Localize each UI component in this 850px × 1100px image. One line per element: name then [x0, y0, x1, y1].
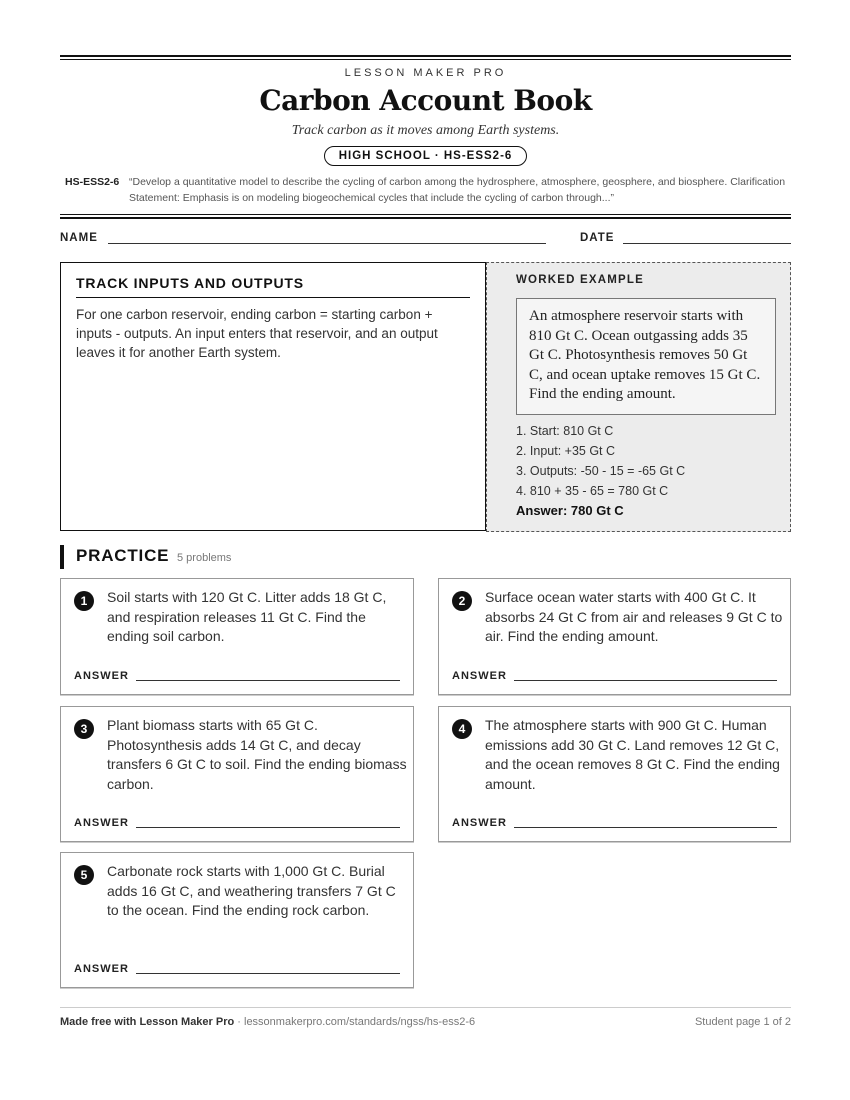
worked-example-panel — [486, 262, 791, 532]
section-rule-thin — [60, 214, 791, 215]
standard-code: HS-ESS2-6 — [65, 176, 120, 188]
problem-card — [60, 706, 414, 842]
worked-example-title: WORKED EXAMPLE — [516, 274, 644, 286]
page-subtitle: Track carbon as it moves among Earth systems. — [291, 123, 560, 138]
footer-url[interactable]: · lessonmakerpro.com/standards/ngss/hs-ess2-6 — [234, 1016, 476, 1028]
footer-made-with: Made free with Lesson Maker Pro — [60, 1016, 235, 1028]
track-inputs-panel — [60, 262, 486, 531]
level-badge: HIGH SCHOOL · HS-ESS2-6 — [324, 146, 528, 166]
problem-text: The atmosphere starts with 900 Gt C. Human emissions add 30 Gt C. Land removes 12 Gt C, and the ocean removes 8 Gt C. Find the ending amount. — [485, 717, 780, 792]
problem-number: 4 — [452, 719, 472, 739]
problem-card — [438, 578, 791, 695]
worked-step: 3. Outputs: -50 - 15 = -65 Gt C — [516, 463, 686, 478]
brand-name: LESSON MAKER PRO — [344, 67, 507, 79]
answer-label: ANSWER — [74, 963, 129, 975]
name-field[interactable] — [108, 243, 546, 244]
worked-step: 2. Input: +35 Gt C — [516, 443, 616, 458]
problem-number: 2 — [452, 591, 472, 611]
name-label: NAME — [60, 232, 98, 244]
footer-rule — [60, 1007, 791, 1008]
problem-card — [60, 852, 414, 988]
track-body: For one carbon reservoir, ending carbon = starting carbon + inputs - outputs. An input enters that reservoir, and an output leaves it for another Earth system. — [76, 307, 438, 360]
worksheet-page — [60, 0, 791, 1100]
header-rule-thin — [60, 59, 791, 60]
problem-number: 3 — [74, 719, 94, 739]
problem-text: Surface ocean water starts with 400 Gt C. It absorbs 24 Gt C from air and releases 9 Gt C to air. Find the ending amount. — [485, 589, 783, 644]
footer-credit — [60, 1016, 475, 1028]
worked-example-answer: Answer: 780 Gt C — [516, 502, 624, 518]
answer-field[interactable] — [514, 680, 777, 681]
problem-text: Carbonate rock starts with 1,000 Gt C. Burial adds 16 Gt C, and weathering transfers 7 Gt C to the ocean. Find the ending rock carbon. — [107, 863, 396, 918]
page-title: Carbon Account Book — [259, 84, 592, 117]
date-label: DATE — [580, 232, 615, 244]
problem-number: 1 — [74, 591, 94, 611]
level-container — [60, 146, 791, 166]
answer-label: ANSWER — [74, 817, 129, 829]
answer-label: ANSWER — [452, 817, 507, 829]
problem-card — [438, 706, 791, 842]
answer-field[interactable] — [514, 827, 777, 828]
problem-number: 5 — [74, 865, 94, 885]
worked-step: 1. Start: 810 Gt C — [516, 423, 614, 438]
practice-count: 5 problems — [177, 552, 232, 564]
answer-label: ANSWER — [452, 670, 507, 682]
worked-step: 4. 810 + 35 - 65 = 780 Gt C — [516, 483, 669, 498]
problem-text: Soil starts with 120 Gt C. Litter adds 18 Gt C, and respiration releases 11 Gt C. Find the ending soil carbon. — [107, 589, 387, 644]
date-field[interactable] — [623, 243, 791, 244]
problem-card — [60, 578, 414, 695]
worked-example-problem: An atmosphere reservoir starts with 810 Gt C. Ocean outgassing adds 35 Gt C. Photosynthesis removes 50 Gt C, and ocean uptake removes 15 Gt C. Find the ending amount. — [516, 298, 776, 415]
answer-field[interactable] — [136, 680, 400, 681]
track-title: TRACK INPUTS AND OUTPUTS — [76, 275, 470, 298]
answer-field[interactable] — [136, 827, 400, 828]
problem-text: Plant biomass starts with 65 Gt C. Photosynthesis adds 14 Gt C, and decay transfers 6 Gt C to soil. Find the ending biomass carbon. — [107, 717, 407, 792]
footer-page-number: Student page 1 of 2 — [694, 1016, 791, 1028]
answer-label: ANSWER — [74, 670, 129, 682]
practice-heading: PRACTICE — [76, 546, 170, 565]
header-rule — [60, 55, 791, 57]
section-rule — [60, 217, 791, 219]
worked-example-steps — [516, 421, 790, 501]
standard-text: “Develop a quantitative model to describe the cycling of carbon among the hydrosphere, atmosphere, geosphere, and biosphere. Clarification Statement: Emphasis is on modeling biogeochemical cycles that include the cycling of carbon through...” — [129, 176, 786, 204]
answer-field[interactable] — [136, 973, 400, 974]
standard-statement — [65, 174, 791, 206]
practice-accent-bar — [60, 545, 64, 569]
